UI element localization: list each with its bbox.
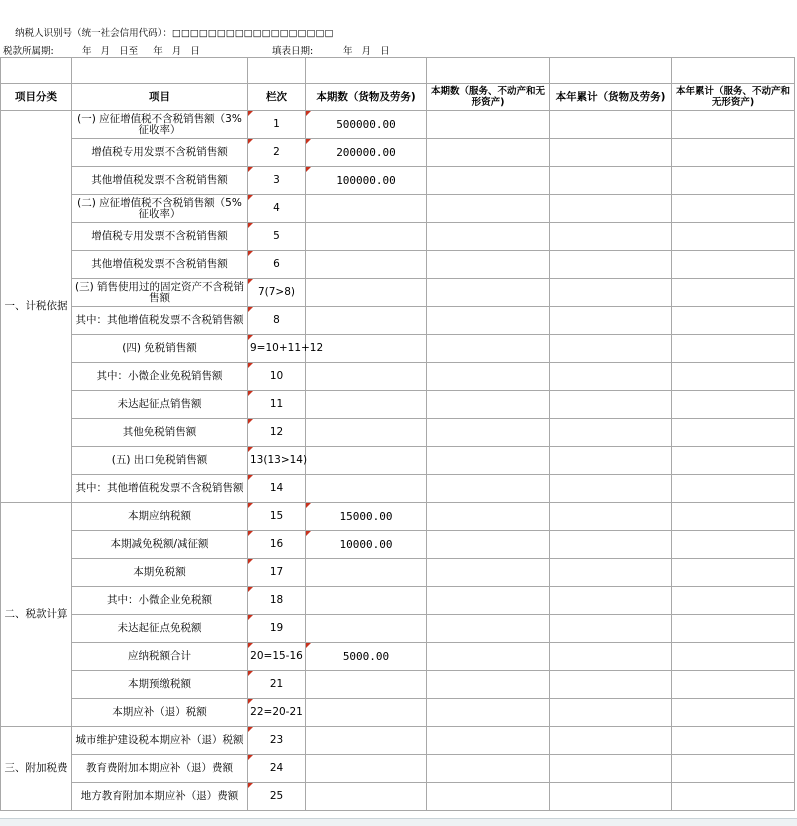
line-number-text: 6 [273,258,280,270]
current-goods-cell[interactable] [306,363,427,391]
line-number-text: 16 [269,538,284,550]
vat-return-table [0,57,795,811]
line-number-cell [248,223,306,251]
ytd-goods-cell[interactable] [550,335,672,363]
comment-marker[interactable] [248,755,253,760]
comment-marker[interactable] [248,223,253,228]
current-goods-cell[interactable] [306,111,427,139]
ytd-goods-cell[interactable] [550,643,672,671]
comment-marker[interactable] [248,391,253,396]
current-goods-cell[interactable] [306,699,427,727]
table-row [1,195,795,223]
line-number-text: 10 [269,370,284,382]
line-number-cell [248,671,306,699]
column-header-row [1,84,795,111]
current-services-cell[interactable] [427,335,550,363]
current-services-cell[interactable] [427,167,550,195]
line-number-cell [248,783,306,811]
ytd-services-cell[interactable] [672,111,795,139]
line-number-text: 25 [269,790,284,802]
line-number-cell [248,307,306,335]
line-number-text: 19 [269,622,284,634]
item-cell: 本期应纳税额 [72,503,248,531]
ytd-services-cell[interactable] [672,503,795,531]
current-services-cell[interactable] [427,615,550,643]
table-row [1,531,795,559]
table-row [1,335,795,363]
item-cell: (一) 应征增值税不含税销售额（3%征收率） [72,111,248,139]
col-header-line-no: 栏次 [248,84,306,111]
comment-marker[interactable] [306,111,311,116]
comment-marker[interactable] [248,279,253,284]
col-header-item: 项目 [72,84,248,111]
ytd-goods-cell[interactable] [550,419,672,447]
current-goods-cell[interactable] [306,755,427,783]
comment-marker[interactable] [248,615,253,620]
comment-marker[interactable] [248,307,253,312]
ytd-services-cell[interactable] [672,475,795,503]
ytd-services-cell[interactable] [672,671,795,699]
ytd-services-cell[interactable] [672,167,795,195]
current-goods-cell[interactable] [306,727,427,755]
current-goods-cell[interactable] [306,195,427,223]
ytd-goods-cell[interactable] [550,475,672,503]
line-number-cell [248,335,324,363]
table-row [1,503,795,531]
line-number-text: 2 [273,146,280,158]
line-number-cell [248,279,306,307]
taxpayer-id-boxes[interactable]: □□□□□□□□□□□□□□□□□□ [171,28,334,39]
current-services-cell[interactable] [427,419,550,447]
line-number-text: 9=10+11+12 [250,342,324,354]
comment-marker[interactable] [248,419,253,424]
line-number-cell [248,111,306,139]
current-services-cell[interactable] [427,363,550,391]
item-cell: 本期减免税额/减征额 [72,531,248,559]
comment-marker[interactable] [248,531,253,536]
ytd-goods-cell[interactable] [550,559,672,587]
line-number-text: 14 [269,482,284,494]
ytd-goods-cell[interactable] [550,391,672,419]
line-number-cell [248,531,306,559]
table-row [1,699,795,727]
current-goods-cell[interactable] [306,307,427,335]
item-cell: 其他免税销售额 [72,419,248,447]
line-number-text: 12 [269,426,284,438]
table-row [1,111,795,139]
table-row [1,671,795,699]
current-goods-cell[interactable] [306,139,427,167]
current-goods-cell[interactable] [306,223,427,251]
ytd-goods-cell[interactable] [550,111,672,139]
ytd-services-cell[interactable] [672,195,795,223]
item-cell: 未达起征点免税额 [72,615,248,643]
ytd-goods-cell[interactable] [550,615,672,643]
current-goods-cell[interactable] [306,251,427,279]
category-cell: 二、税款计算 [1,503,72,727]
category-cell: 三、附加税费 [1,727,72,811]
item-cell: 其中：小微企业免税销售额 [72,363,248,391]
ytd-goods-cell[interactable] [550,503,672,531]
item-cell: (五) 出口免税销售额 [72,447,248,475]
ytd-services-cell[interactable] [672,251,795,279]
current-services-cell[interactable] [427,475,550,503]
col-header-category: 项目分类 [1,84,72,111]
line-number-text: 3 [273,174,280,186]
line-number-cell [248,587,306,615]
item-cell: (四) 免税销售额 [72,335,248,363]
blank-row [1,58,795,84]
current-goods-value: 10000.00 [339,538,393,551]
item-cell: 城市维护建设税本期应补（退）税额 [72,727,248,755]
current-services-cell[interactable] [427,587,550,615]
ytd-services-cell[interactable] [672,587,795,615]
blank-cell[interactable] [550,58,672,84]
ytd-services-cell[interactable] [672,643,795,671]
table-row [1,559,795,587]
category-cell: 一、计税依据 [1,111,72,503]
current-goods-cell[interactable] [306,335,427,363]
blank-cell[interactable] [427,58,550,84]
table-row [1,167,795,195]
current-services-cell[interactable] [427,755,550,783]
table-row [1,279,795,307]
line-number-cell [248,195,306,223]
current-services-cell[interactable] [427,447,550,475]
current-goods-cell[interactable] [306,587,427,615]
blank-cell[interactable] [1,58,72,84]
tax-period-value[interactable]: 年 月 日至 年 月 日 [82,46,200,57]
item-cell: 其他增值税发票不含税销售额 [72,167,248,195]
ytd-goods-cell[interactable] [550,671,672,699]
line-number-cell [248,363,306,391]
current-services-cell[interactable] [427,139,550,167]
current-services-cell[interactable] [427,671,550,699]
ytd-goods-cell[interactable] [550,783,672,811]
current-goods-cell[interactable] [306,531,427,559]
ytd-goods-cell[interactable] [550,587,672,615]
ytd-services-cell[interactable] [672,699,795,727]
line-number-cell [248,447,306,475]
item-cell: 其中：其他增值税发票不含税销售额 [72,307,248,335]
current-services-cell[interactable] [427,251,550,279]
line-number-cell [248,699,306,727]
line-number-text: 20=15-16 [250,650,303,662]
line-number-cell [248,475,306,503]
ytd-services-cell[interactable] [672,335,795,363]
line-number-cell [248,167,306,195]
current-services-cell[interactable] [427,307,550,335]
line-number-cell [248,419,306,447]
item-cell: (二) 应征增值税不含税销售额（5%征收率） [72,195,248,223]
item-cell: 其中：其他增值税发票不含税销售额 [72,475,248,503]
table-row [1,307,795,335]
fill-date-label: 填表日期: [272,46,314,57]
comment-marker[interactable] [248,111,253,116]
ytd-goods-cell[interactable] [550,139,672,167]
line-number-text: 18 [269,594,284,606]
table-row [1,587,795,615]
line-number-text: 5 [273,230,280,242]
table-row [1,447,795,475]
taxpayer-id-label: 纳税人识别号（统一社会信用代码）： [15,28,172,39]
item-cell: 其中：小微企业免税额 [72,587,248,615]
line-number-text: 17 [269,566,284,578]
line-number-cell [248,139,306,167]
current-goods-cell[interactable] [306,671,427,699]
comment-marker[interactable] [248,699,253,704]
ytd-goods-cell[interactable] [550,279,672,307]
ytd-goods-cell[interactable] [550,531,672,559]
ytd-goods-cell[interactable] [550,727,672,755]
current-services-cell[interactable] [427,783,550,811]
col-header-ytd-services: 本年累计（服务、不动产和无形资产) [672,84,795,111]
ytd-services-cell[interactable] [672,139,795,167]
current-services-cell[interactable] [427,559,550,587]
table-row [1,475,795,503]
current-services-cell[interactable] [427,195,550,223]
current-services-cell[interactable] [427,223,550,251]
current-goods-cell[interactable] [306,559,427,587]
line-number-text: 21 [269,678,284,690]
item-cell: 其他增值税发票不含税销售额 [72,251,248,279]
blank-cell[interactable] [72,58,248,84]
tax-period-label: 税款所属期: [3,46,54,57]
current-goods-value: 15000.00 [339,510,393,523]
current-goods-value: 200000.00 [336,146,396,159]
comment-marker[interactable] [248,335,253,340]
comment-marker[interactable] [306,531,311,536]
item-cell: 本期预缴税额 [72,671,248,699]
table-row [1,615,795,643]
table-row [1,363,795,391]
item-cell: 本期应补（退）税额 [72,699,248,727]
current-services-cell[interactable] [427,531,550,559]
ytd-services-cell[interactable] [672,615,795,643]
item-cell: 本期免税额 [72,559,248,587]
item-cell: 增值税专用发票不含税销售额 [72,139,248,167]
table-row [1,783,795,811]
line-number-cell [248,251,306,279]
ytd-services-cell[interactable] [672,783,795,811]
col-header-ytd-goods: 本年累计（货物及劳务) [550,84,672,111]
item-cell: (三) 销售使用过的固定资产不含税销售额 [72,279,248,307]
blank-cell[interactable] [672,58,795,84]
comment-marker[interactable] [248,195,253,200]
table-row [1,251,795,279]
current-services-cell[interactable] [427,503,550,531]
line-number-text: 13(13>14) [250,454,308,466]
comment-marker[interactable] [306,503,311,508]
comment-marker[interactable] [306,643,311,648]
comment-marker[interactable] [248,671,253,676]
ytd-goods-cell[interactable] [550,251,672,279]
current-goods-value: 5000.00 [342,650,390,663]
current-goods-cell[interactable] [306,447,427,475]
ytd-services-cell[interactable] [672,755,795,783]
item-cell: 教育费附加本期应补（退）费额 [72,755,248,783]
current-goods-cell[interactable] [306,167,427,195]
current-goods-cell[interactable] [306,391,427,419]
comment-marker[interactable] [248,167,253,172]
line-number-cell [248,559,306,587]
ytd-services-cell[interactable] [672,531,795,559]
table-row [1,391,795,419]
ytd-goods-cell[interactable] [550,195,672,223]
comment-marker[interactable] [248,503,253,508]
ytd-services-cell[interactable] [672,223,795,251]
comment-marker[interactable] [248,783,253,788]
current-goods-cell[interactable] [306,503,427,531]
line-number-text: 7(7>8) [257,286,296,298]
line-number-text: 1 [273,118,280,130]
current-goods-cell[interactable] [306,475,427,503]
comment-marker[interactable] [306,167,311,172]
col-header-current-services: 本期数（服务、不动产和无形资产) [427,84,550,111]
current-goods-value: 100000.00 [336,174,396,187]
line-number-text: 4 [273,202,280,214]
table-row [1,755,795,783]
ytd-goods-cell[interactable] [550,223,672,251]
current-goods-cell[interactable] [306,643,427,671]
comment-marker[interactable] [248,559,253,564]
line-number-cell [248,643,306,671]
line-number-text: 22=20-21 [250,706,303,718]
ytd-goods-cell[interactable] [550,699,672,727]
col-header-current-goods: 本期数（货物及劳务) [306,84,427,111]
comment-marker[interactable] [248,251,253,256]
line-number-text: 15 [269,510,284,522]
blank-cell[interactable] [248,58,306,84]
comment-marker[interactable] [248,587,253,592]
item-cell: 增值税专用发票不含税销售额 [72,223,248,251]
table-row [1,419,795,447]
current-services-cell[interactable] [427,643,550,671]
comment-marker[interactable] [248,643,253,648]
sheet-bottom-edge [0,818,797,826]
ytd-services-cell[interactable] [672,419,795,447]
item-cell: 应纳税额合计 [72,643,248,671]
line-number-text: 23 [269,734,284,746]
ytd-services-cell[interactable] [672,559,795,587]
current-services-cell[interactable] [427,727,550,755]
item-cell: 未达起征点销售额 [72,391,248,419]
current-services-cell[interactable] [427,699,550,727]
current-goods-cell[interactable] [306,783,427,811]
ytd-services-cell[interactable] [672,363,795,391]
current-goods-cell[interactable] [306,279,427,307]
ytd-services-cell[interactable] [672,307,795,335]
comment-marker[interactable] [248,447,253,452]
table-row [1,727,795,755]
current-services-cell[interactable] [427,391,550,419]
ytd-goods-cell[interactable] [550,447,672,475]
ytd-services-cell[interactable] [672,391,795,419]
ytd-goods-cell[interactable] [550,363,672,391]
current-goods-cell[interactable] [306,615,427,643]
comment-marker[interactable] [248,363,253,368]
blank-cell[interactable] [306,58,427,84]
ytd-services-cell[interactable] [672,279,795,307]
line-number-cell [248,755,306,783]
current-goods-cell[interactable] [306,419,427,447]
table-row [1,139,795,167]
ytd-services-cell[interactable] [672,447,795,475]
line-number-cell [248,391,306,419]
line-number-cell [248,727,306,755]
line-number-text: 24 [269,762,284,774]
comment-marker[interactable] [248,475,253,480]
table-row [1,643,795,671]
ytd-goods-cell[interactable] [550,167,672,195]
line-number-text: 11 [269,398,284,410]
ytd-services-cell[interactable] [672,727,795,755]
ytd-goods-cell[interactable] [550,307,672,335]
current-goods-value: 500000.00 [336,118,396,131]
current-services-cell[interactable] [427,111,550,139]
item-cell: 地方教育附加本期应补（退）费额 [72,783,248,811]
comment-marker[interactable] [248,139,253,144]
current-services-cell[interactable] [427,279,550,307]
line-number-text: 8 [273,314,280,326]
comment-marker[interactable] [248,727,253,732]
fill-date-value[interactable]: 年 月 日 [343,46,390,57]
ytd-goods-cell[interactable] [550,755,672,783]
line-number-cell [248,615,306,643]
comment-marker[interactable] [306,139,311,144]
table-row [1,223,795,251]
line-number-cell [248,503,306,531]
